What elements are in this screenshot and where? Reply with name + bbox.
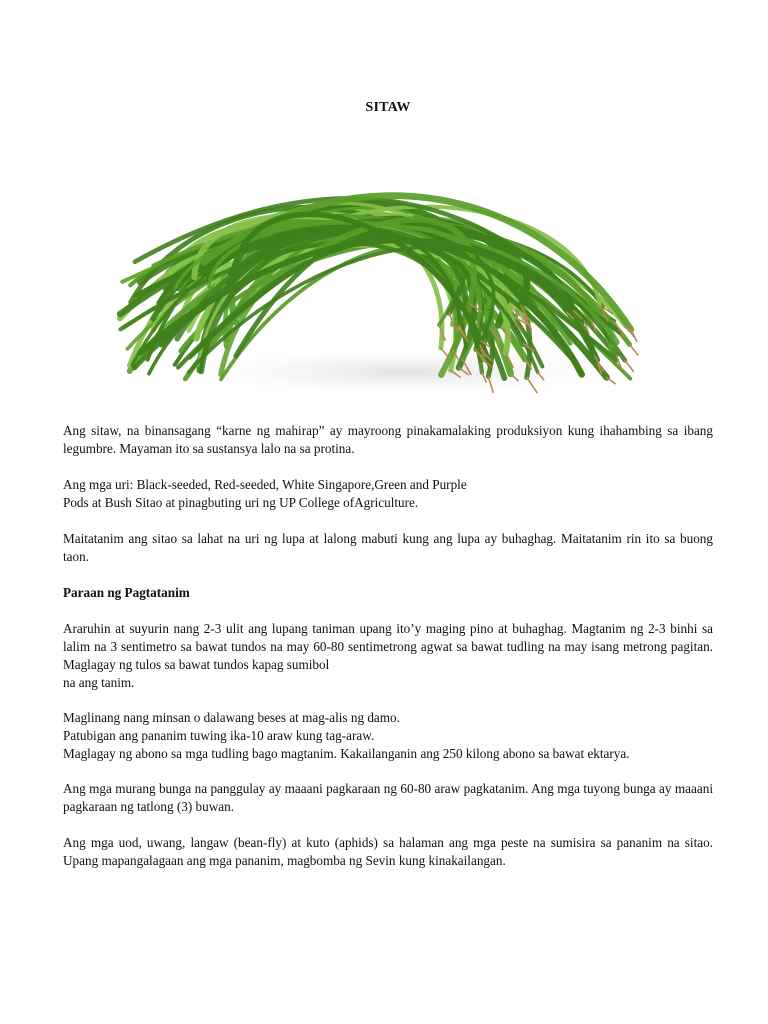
sitaw-photo <box>105 150 650 410</box>
planting-body: Araruhin at suyurin nang 2-3 ulit ang lupang taniman upang ito’y maging pino at buhaghag. Magtanim ng 2-3 binhi sa lalim na 3 sentimetro sa bawat tundos na may 60-80 sentimetrong agwat sa bawat tudling na may isang metrong pagitan. Maglagay ng tulos sa bawat tundos kapag sumibol <box>63 621 713 672</box>
care-line-3: Maglagay ng abono sa mga tudling bago magtanim. Kakailanganin ang 250 kilong abono sa bawat ektarya. <box>63 746 630 761</box>
paragraph-soil: Maitatanim ang sitao sa lahat na uri ng lupa at lalong mabuti kung ang lupa ay buhaghag. Maitatanim rin ito sa buong taon. <box>63 531 713 564</box>
paragraph-intro: Ang sitaw, na binansagang “karne ng mahirap” ay mayroong pinakamalaking produksiyon kung ihahambing sa ibang legumbre. Mayaman ito sa sustansya lalo na sa protina. <box>63 423 713 456</box>
section-heading: Paraan ng Pagtatanim <box>63 585 190 600</box>
paragraph-varieties <box>63 476 713 512</box>
care-line-2: Patubigan ang pananim tuwing ika-10 araw kung tag-araw. <box>63 728 375 743</box>
bean-tip <box>630 344 638 354</box>
varieties-line-2: Pods at Bush Sitao at pinagbuting uri ng UP College ofAgriculture. <box>63 495 419 510</box>
paragraph-pests: Ang mga uod, uwang, langaw (bean-fly) at kuto (aphids) sa halaman ang mga peste na sumisira sa pananim na sitao. Upang mapangalagaan ang mga pananim, magbomba ng Sevin kung kinakailangan. <box>63 835 713 868</box>
varieties-line-1: Ang mga uri: Black-seeded, Red-seeded, White Singapore,Green and Purple <box>63 477 467 492</box>
document-title: SITAW <box>365 100 411 115</box>
planting-tail: na ang tanim. <box>63 675 135 690</box>
care-line-1: Maglinang nang minsan o dalawang beses at mag-alis ng damo. <box>63 710 400 725</box>
paragraph-planting <box>63 620 713 692</box>
paragraph-harvest: Ang mga murang bunga na panggulay ay maaani pagkaraan ng 60-80 araw pagkatanim. Ang mga tuyong bunga ay maaani pagkaraan ng tatlong (3) buwan. <box>63 781 713 814</box>
paragraph-care <box>63 709 713 763</box>
bean-tip <box>631 329 637 341</box>
